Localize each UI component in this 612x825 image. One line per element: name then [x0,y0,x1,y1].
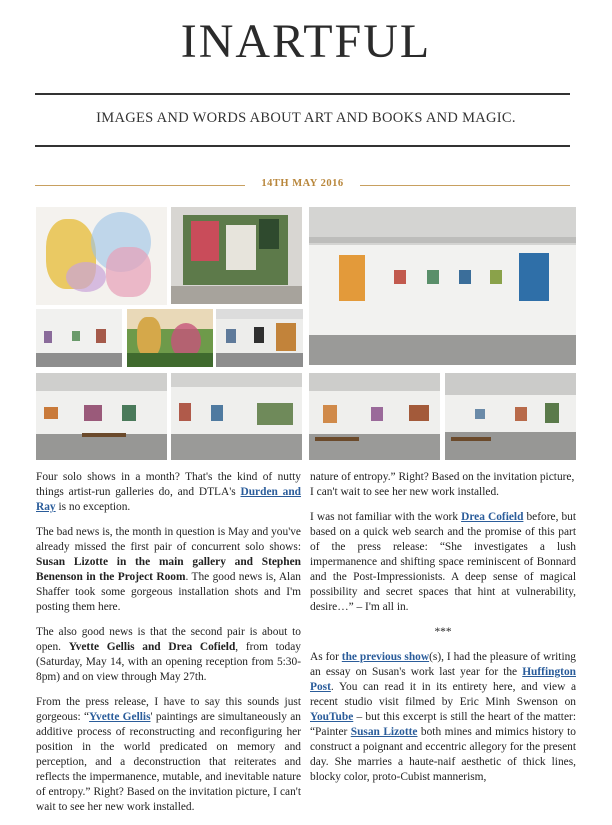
link-youtube[interactable]: YouTube [310,711,354,723]
header-rule-bottom [35,145,570,147]
p5-text-1: I was not familiar with the work [310,511,462,523]
paragraph-bad-news [36,525,301,615]
p5-text-2: before, but based on a quick web search and the promise of this part of the press release: “She investigates a lush impermanence and shifting space reminiscent of Bonnard and the Post-Impressionists. A deep sense of magical possibility and secret spaces that hint at vulnerability, desire…” – I'm all in. [310,511,577,613]
paragraph-previous-show [310,650,576,785]
paragraph-intro [36,470,301,515]
p1-text-2: is no exception. [55,501,131,513]
link-previous-show[interactable]: the previous show [341,651,430,663]
gallery-photo-studio[interactable] [171,207,302,304]
p2-text-2: . The good news is, Alan Shaffer took some gorgeous installation shots and I'm posting them here. [36,571,301,613]
paragraph-entropy: nature of entropy.” Right? Based on the invitation picture, I can't wait to see her new work installed. [310,471,575,498]
gallery-photo-drawing[interactable] [36,207,167,305]
site-title[interactable]: INARTFUL [180,15,432,68]
gallery-photo-jungle[interactable] [127,309,213,367]
gallery-photo-bench-left[interactable] [36,373,167,460]
p6-text-3: . You can read it in its entirety here, and view a recent studio visit filmed by Eric Minh Swenson on [310,681,576,708]
link-huffington-post[interactable]: Huffington Post [310,666,576,693]
article-column-right-text [310,470,576,795]
paragraph-press-release [36,695,301,815]
p3-bold: Yvette Gellis and Drea Cofield [68,641,236,653]
header-rule-top [35,93,570,95]
gallery-photo-center[interactable] [171,373,302,460]
post-date: 14TH MAY 2016 [261,178,344,189]
article-column-left [36,470,301,825]
gallery-photo-room-small[interactable] [36,309,122,367]
site-tagline: IMAGES AND WORDS ABOUT ART AND BOOKS AND MAGIC. [96,110,516,126]
p4-text-1: From the press release, I have to say this sounds just gorgeous: “ [36,696,301,723]
p6-text-5: both mines and mimics history to construct a poignant and eccentric allegory for the present day. She marries a haute-naif aesthetic of thick lines, blocky color, proto-Cubist mannerism, [310,726,576,783]
p6-text-2: (s), I had the pleasure of writing an essay on Susan's work last year for the [310,651,577,678]
gallery-photo-corner[interactable] [216,309,303,367]
paragraph-drea-cofield [310,510,576,615]
p6-text-4: – but this excerpt is still the heart of the matter: “Painter [310,711,576,738]
p3-text-2: , from today (Saturday, May 14, with an opening reception from 5:30-8pm) and on view through May 27th. [36,641,301,683]
post-date-row [35,178,570,192]
link-drea-cofield[interactable]: Drea Cofield [461,511,524,523]
link-yvette-gellis[interactable]: Yvette Gellis [89,711,151,723]
p4-text-2: ' paintings are simultaneously an additive process of reconstructing and reconfiguring her position in the world predicated on memory and perception, and a deconstruction that reiterates and reflects the impermanence, mutable, and inevitable nature of entropy.” Right? Based on the invitation picture, I can't wait to see her new work installed. [36,711,302,813]
p6-text-1: As for [310,651,342,663]
section-separator: *** [434,626,452,638]
link-durden-and-ray[interactable]: Durden and Ray [36,486,302,513]
p3-text-1: The also good news is that the second pair is about to open. [36,626,301,653]
column-continuation [310,337,576,457]
link-susan-lizotte[interactable]: Susan Lizotte [350,726,418,738]
p2-bold: Susan Lizotte in the main gallery and Stephen Benenson in the Project Room [36,556,301,583]
paragraph-good-news [36,625,301,685]
p2-text-1: The bad news is, the month in question is May and you've already missed the first pair of concurrent solo shows: [36,526,301,553]
p1-text-1: Four solo shows in a month? That's the kind of nutty things artist-run galleries do, and DTLA's [36,471,301,498]
